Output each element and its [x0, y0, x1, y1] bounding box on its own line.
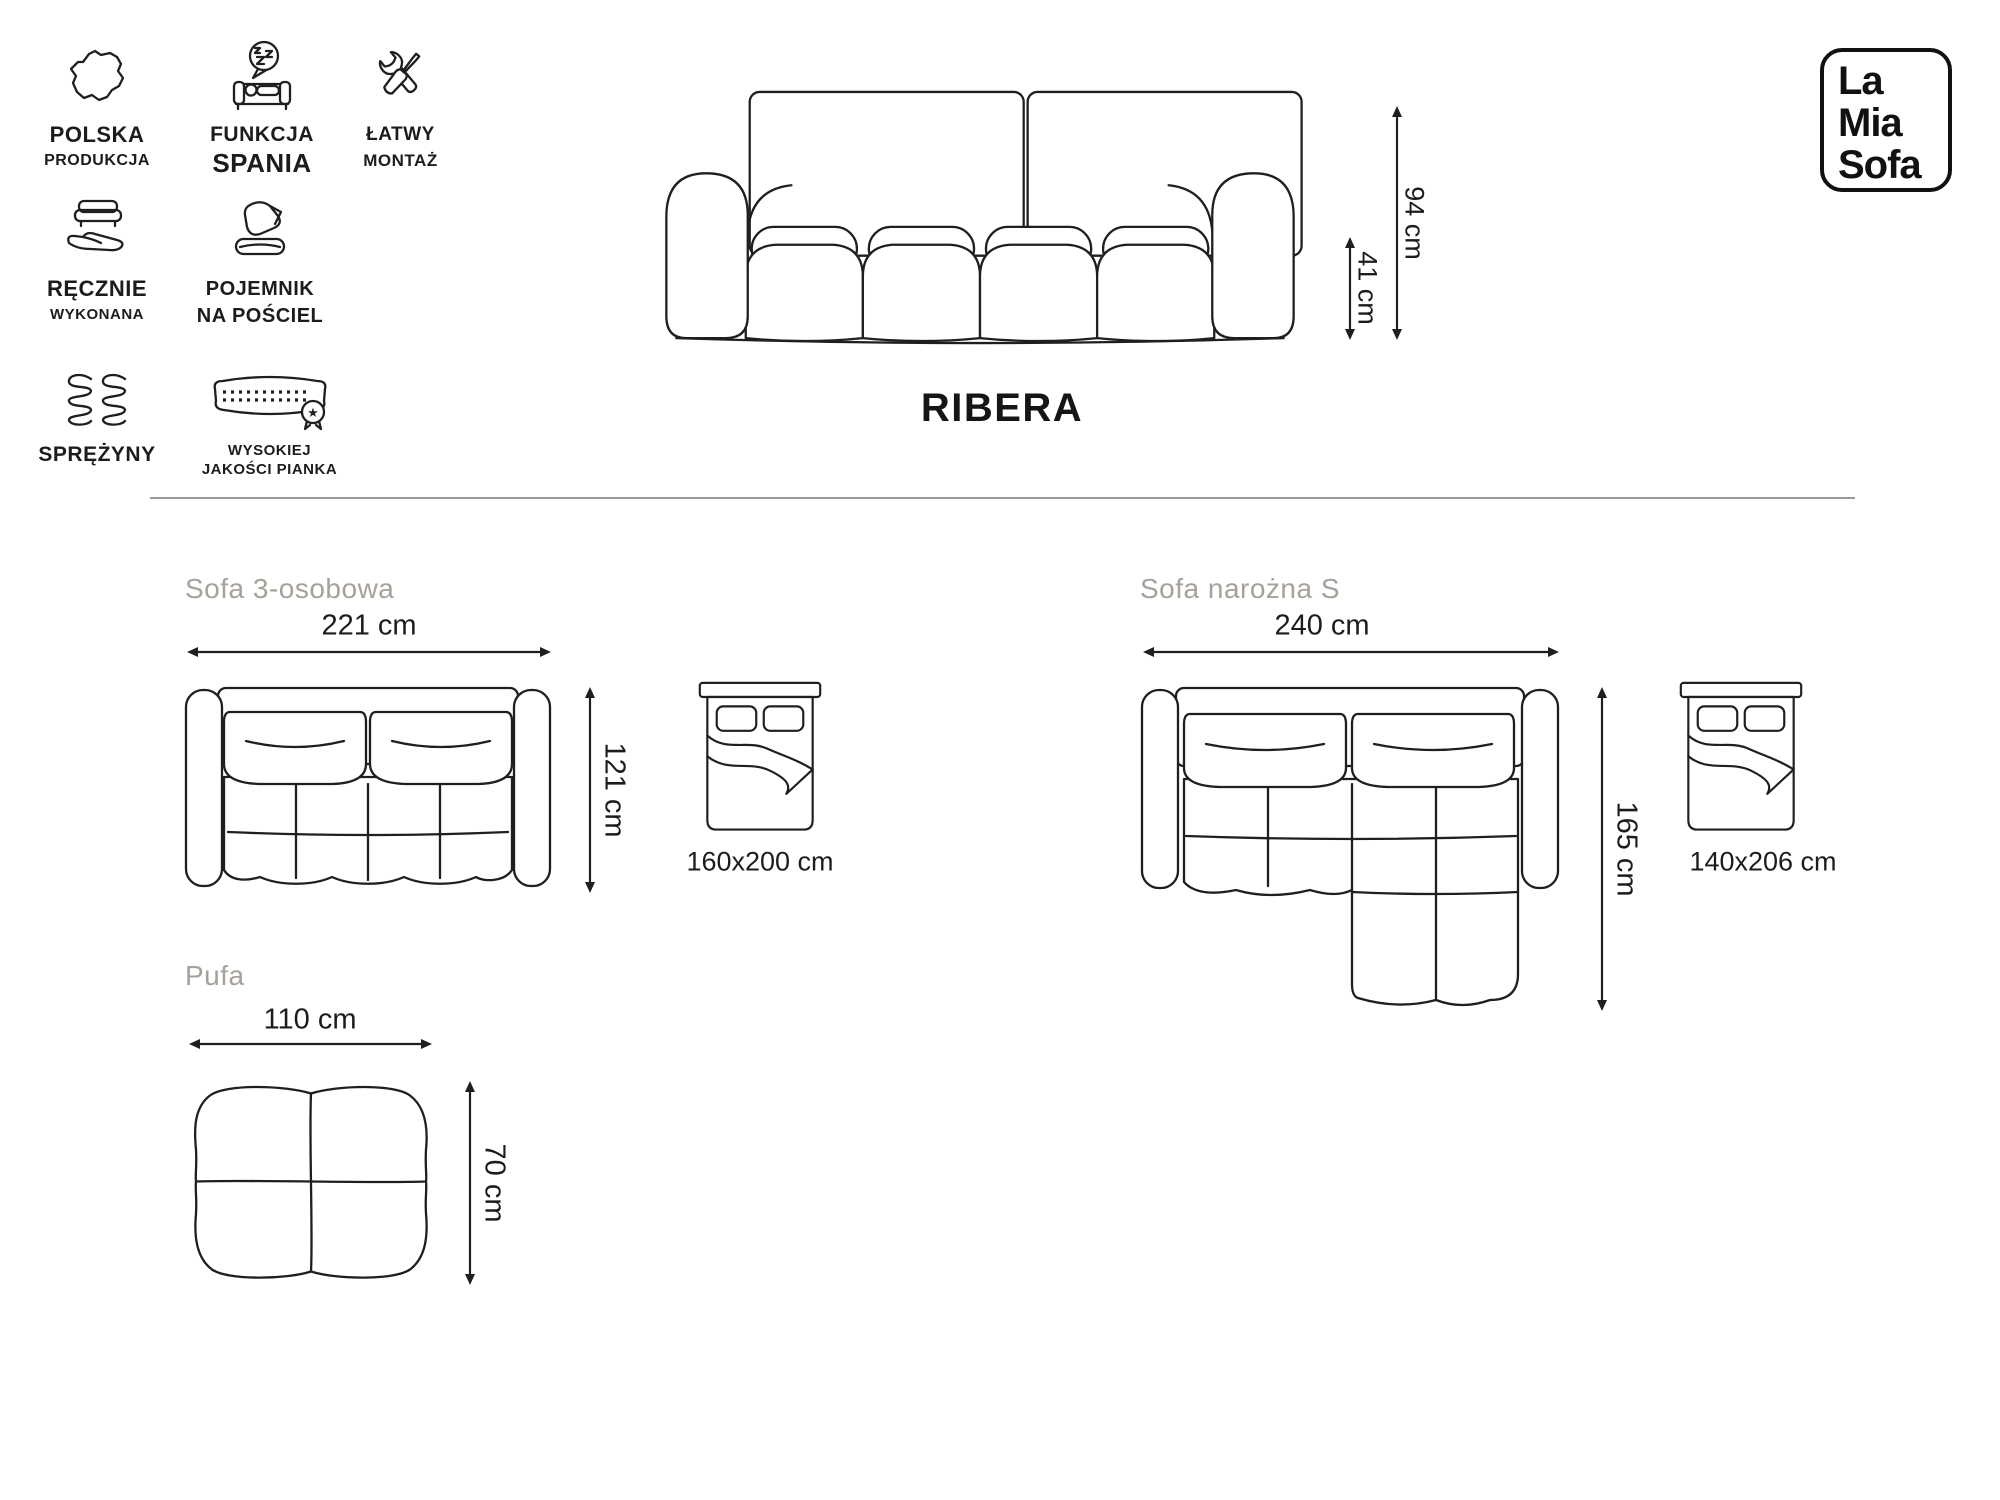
sofa3-bed-size-label: 160x200 cm: [686, 846, 834, 877]
brand-logo-line: La: [1838, 59, 1883, 103]
brand-logo-line: Mia: [1838, 101, 1902, 145]
feature-pojemnik-na-posciel: [180, 192, 340, 328]
corner-depth-arrow: [1594, 686, 1610, 1012]
feature-wysokiej-jakosci-pianka: [172, 366, 367, 479]
feature-polska-produkcja: [22, 38, 172, 170]
star-glyph: ★: [306, 405, 319, 420]
tools-icon: [369, 38, 433, 116]
divider: [150, 497, 1855, 499]
sleeping-sofa-icon: [224, 38, 300, 116]
pufa-top-view-drawing: [186, 1078, 436, 1286]
brand-logo: [1820, 48, 1952, 192]
feature-sprezyny: [22, 366, 172, 468]
sofa-front-view-drawing: [640, 82, 1320, 350]
corner-sofa-top-view-drawing: [1140, 684, 1560, 1019]
feature-label: ŁATWY: [366, 124, 435, 145]
feature-sublabel: JAKOŚCI PIANKA: [201, 461, 338, 478]
infographic-page: POLSKA PRODUKCJA FUNKCJA SPANIA ŁATWY MONTAŻ RĘCZNIE WYKONANA POJEMNIK NA POŚCIEL SPRĘŻYNY ★ WYSOKIEJ JAKOŚCI PIANKA 94 cm 41 cm RIBERA La Mia Sofa Sofa 3-osobowa 221 cm 121 cm 160x200 cm Sofa narożna S 240 cm 165 cm 140x206 cm Pufa 110 cm 70 cm: [0, 0, 2000, 1500]
corner-bed-size-label: 140x206 cm: [1689, 846, 1837, 877]
section-title-corner: Sofa narożna S: [1140, 573, 1341, 604]
feature-funkcja-spania: [183, 38, 341, 177]
feature-sublabel: NA POŚCIEL: [196, 305, 324, 327]
sofa3-width-label: 221 cm: [321, 609, 417, 642]
sofa3-width-arrow: [186, 644, 552, 660]
foam-quality-icon: [205, 366, 335, 436]
feature-recznie-wykonana: [22, 192, 172, 324]
feature-sublabel: MONTAŻ: [363, 151, 438, 170]
feature-latwy-montaz: [328, 38, 473, 170]
section-title-sofa3: Sofa 3-osobowa: [185, 573, 395, 604]
handmade-icon: [61, 192, 133, 270]
feature-label: SPRĘŻYNY: [38, 443, 156, 466]
pufa-width-label: 110 cm: [263, 1003, 357, 1036]
feature-label: POLSKA: [49, 122, 145, 147]
product-name: RIBERA: [920, 386, 1084, 430]
feature-sublabel: PRODUKCJA: [44, 152, 150, 169]
sofa3-depth-arrow: [582, 686, 598, 894]
poland-map-icon: [65, 38, 129, 116]
corner-width-label: 240 cm: [1274, 609, 1370, 642]
feature-sublabel: WYKONANA: [50, 306, 144, 323]
section-title-pufa: Pufa: [185, 960, 245, 991]
feature-label: RĘCZNIE: [46, 276, 148, 301]
feature-label: WYSOKIEJ: [227, 442, 312, 459]
feature-sublabel: SPANIA: [212, 148, 312, 178]
springs-icon: [61, 366, 133, 436]
pufa-width-arrow: [188, 1036, 433, 1052]
feature-label: FUNKCJA: [210, 123, 314, 146]
feature-label: POJEMNIK: [205, 278, 315, 300]
sofa3-bed-icon: [697, 681, 823, 839]
sofa3-top-view-drawing: [184, 684, 552, 894]
corner-width-arrow: [1142, 644, 1560, 660]
bedding-container-icon: [228, 192, 292, 270]
pufa-depth-arrow: [462, 1080, 478, 1286]
corner-bed-icon: [1678, 681, 1804, 839]
brand-logo-line: Sofa: [1838, 143, 1921, 187]
